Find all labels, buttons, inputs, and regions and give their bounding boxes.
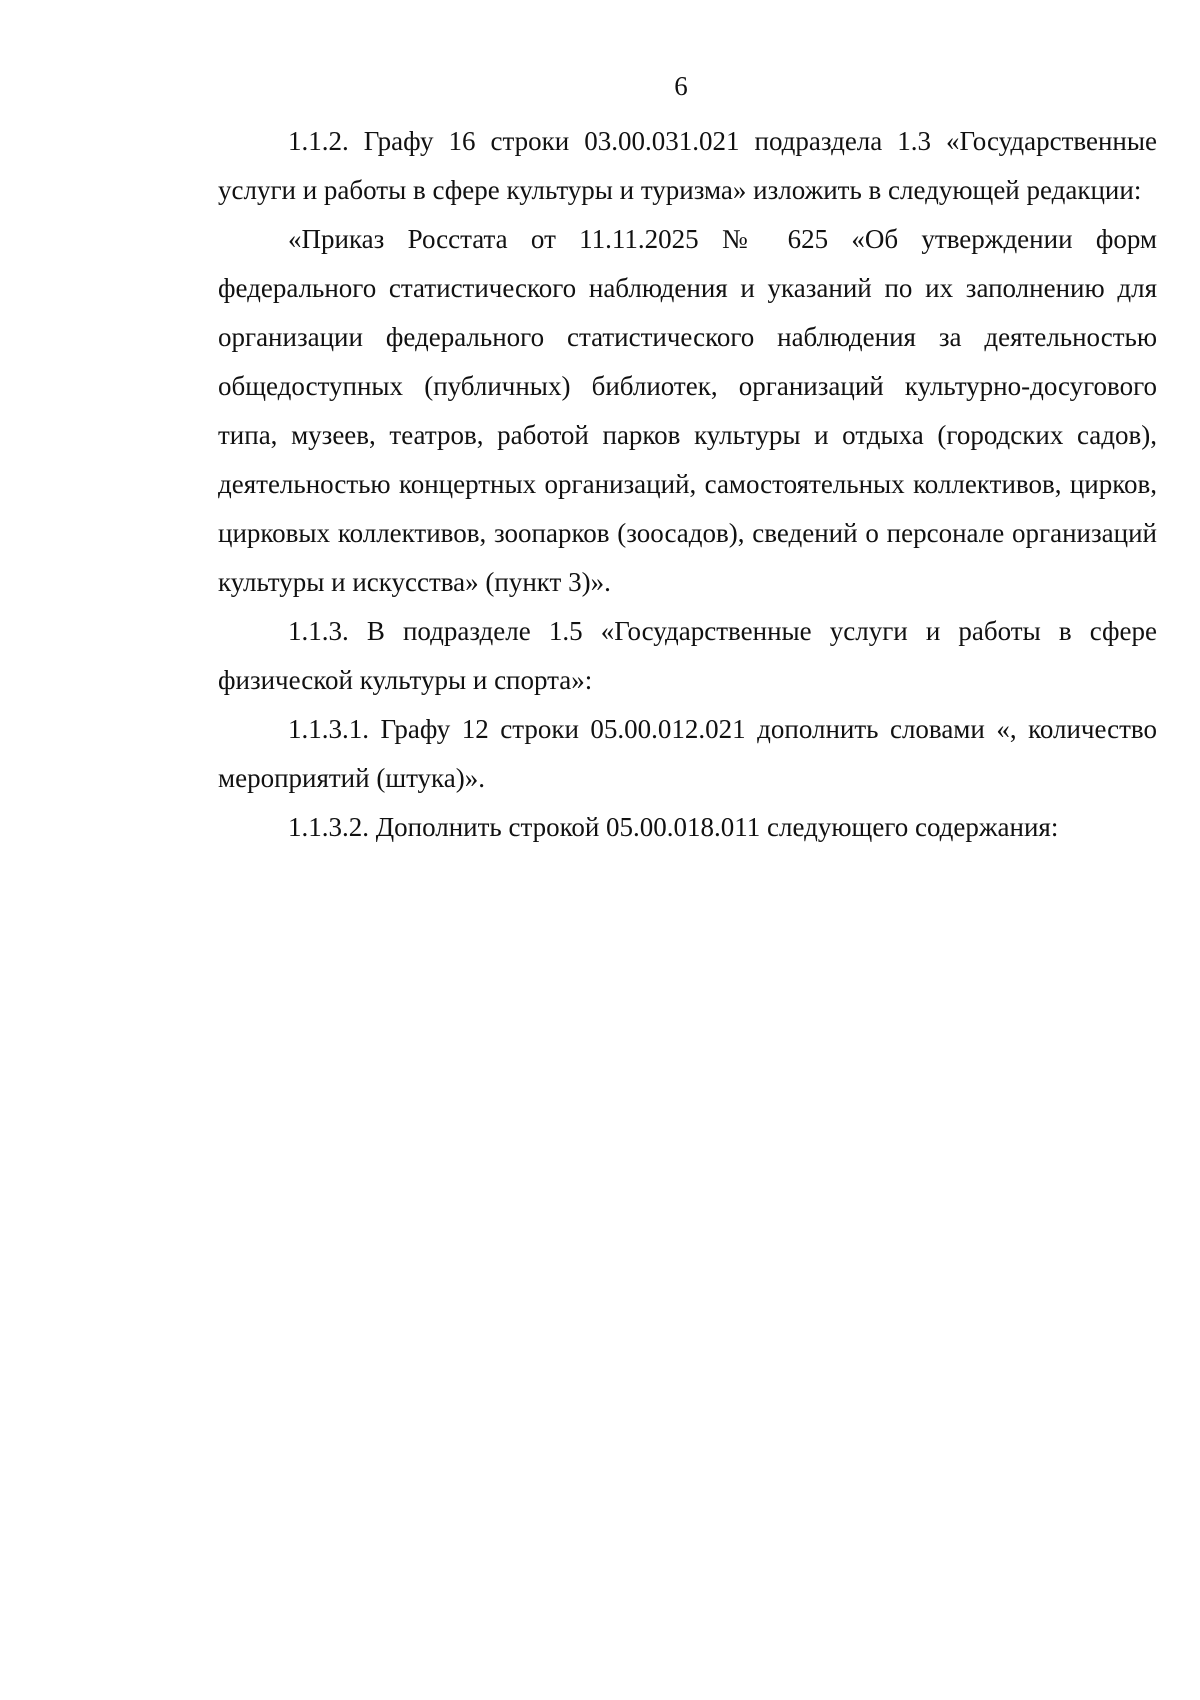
paragraph-1-1-3-1: 1.1.3.1. Графу 12 строки 05.00.012.021 дополнить словами «, количество мероприятий (штука)». (218, 714, 1157, 793)
document-body (218, 117, 1157, 852)
paragraph-1-1-2: 1.1.2. Графу 16 строки 03.00.031.021 подраздела 1.3 «Государственные услуги и работы в сфере культуры и туризма» изложить в следующей редакции: (218, 126, 1157, 205)
page-number: 6 (674, 71, 688, 101)
paragraph-1-1-3-2: 1.1.3.2. Дополнить строкой 05.00.018.011 следующего содержания: (288, 812, 1059, 842)
paragraph-order-quote: «Приказ Росстата от 11.11.2025 № 625 «Об утверждении форм федерального статистического наблюдения и указаний по их заполнению для организации федерального статистического наблюдения за деятельностью общедоступных (публичных) библиотек, организаций культурно-досугового типа, музеев, театров, работой парков культуры и отдыха (городских садов), деятельностью концертных организаций, самостоятельных коллективов, цирков, цирковых коллективов, зоопарков (зоосадов), сведений о персонале организаций культуры и искусства» (пункт 3)». (218, 224, 1157, 597)
paragraph-1-1-3: 1.1.3. В подразделе 1.5 «Государственные услуги и работы в сфере физической культуры и спорта»: (218, 616, 1157, 695)
